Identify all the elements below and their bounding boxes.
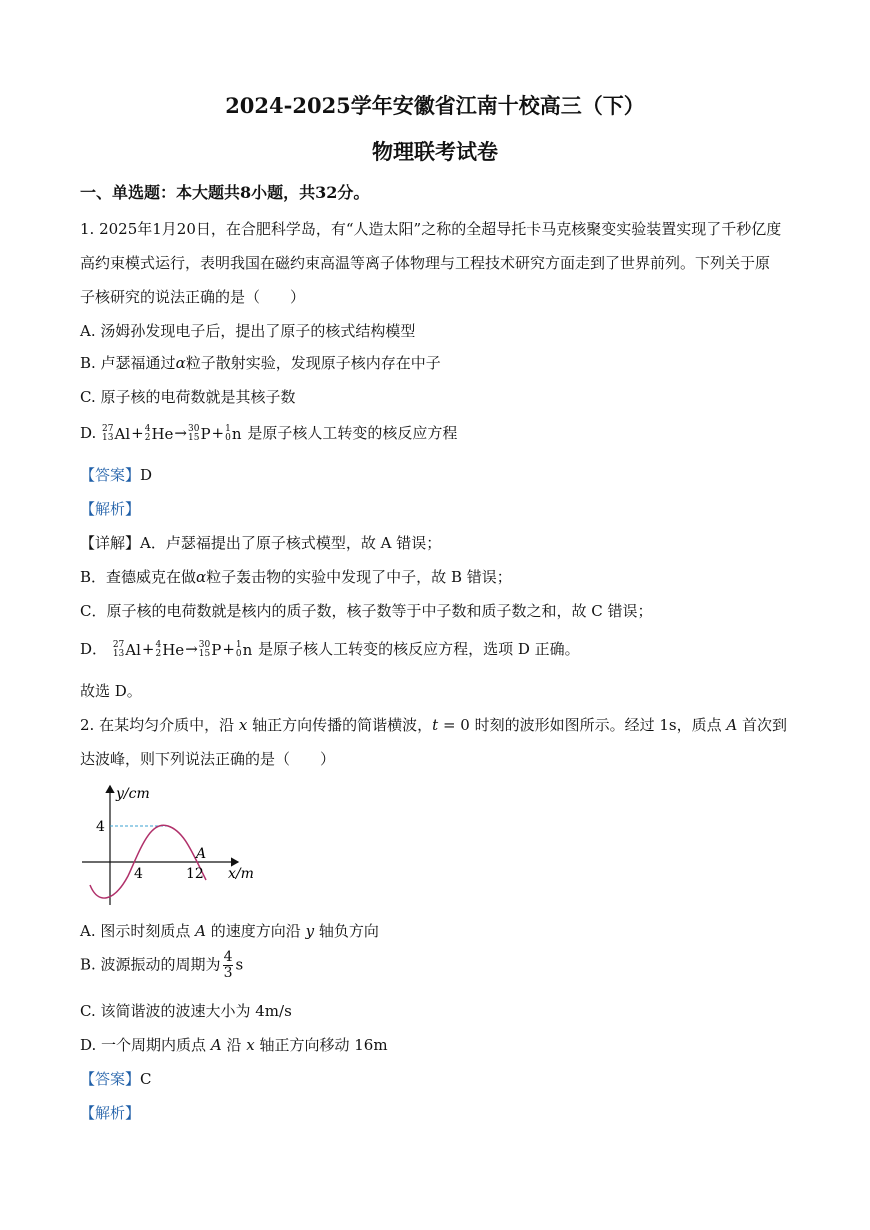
x-tick-12: 12	[186, 866, 204, 882]
nuclide-n: 1 0 n	[225, 424, 242, 443]
nuclide-al: 27 13 Al	[102, 424, 131, 443]
q1-analysis-label: 【解析】	[80, 500, 141, 518]
q2-analysis-label: 【解析】	[80, 1104, 141, 1122]
q1-option-b-pre: B. 卢瑟福通过	[80, 354, 176, 372]
q1-option-d-text: 是原子核人工转变的核反应方程	[247, 424, 458, 442]
section-heading: 一、单选题：本大题共8小题，共32分。	[80, 183, 370, 202]
q1-detail-a: 【详解】A．卢瑟福提出了原子核式模型，故 A 错误；	[80, 534, 442, 552]
wave-graph	[80, 780, 270, 910]
q1-answer	[80, 464, 152, 485]
q1-stem-line1: 1. 2025年1月20日，在合肥科学岛，有“人造太阳”之称的全超导托卡马克核聚变实验装置实现了千秒亿度	[80, 220, 782, 238]
q1-stem-line2: 高约束模式运行，表明我国在磁约束高温等离子体物理与工程技术研究方面走到了世界前列。下列关于原	[80, 254, 771, 272]
q1-detail-c: C．原子核的电荷数就是核内的质子数，核子数等于中子数和质子数之和，故 C 错误；	[80, 602, 653, 620]
q1-option-c: C. 原子核的电荷数就是其核子数	[80, 388, 296, 406]
q2-option-c: C. 该简谐波的波速大小为 4m/s	[80, 1002, 292, 1020]
reaction-arrow: →	[174, 424, 187, 442]
q1-option-a: A. 汤姆孙发现电子后，提出了原子的核式结构模型	[80, 322, 416, 340]
q1-option-d	[80, 422, 457, 443]
q1-detail-b: B．查德威克在做α粒子轰击物的实验中发现了中子，故 B 错误；	[80, 568, 512, 586]
q2-answer: 【答案】C	[80, 1070, 152, 1088]
nuclear-equation-detail: 27 13 Al + 4 2 He → 30 15 P + 1 0 n	[112, 640, 253, 659]
x-tick-4: 4	[134, 866, 143, 882]
y-tick-4: 4	[96, 819, 105, 835]
q2-stem-line1: 2. 在某均匀介质中，沿 x 轴正方向传播的简谐横波，t = 0 时刻的波形如图所示。经过 1s，质点 A 首次到	[80, 716, 788, 734]
nuclide-he: 4 2 He	[144, 424, 174, 443]
q2-option-a: A. 图示时刻质点 A 的速度方向沿 y 轴负方向	[80, 922, 379, 940]
nuclear-equation: 27 13 Al + 4 2 He → 30 15 P + 1 0 n	[102, 424, 242, 443]
q1-stem-line3: 子核研究的说法正确的是（ ）	[80, 288, 306, 306]
period-fraction: $\frac{4}{3}$	[223, 949, 233, 981]
x-axis-label: x/m	[228, 866, 254, 882]
nuclide-p: 30 15 P	[188, 424, 211, 443]
q1-option-b	[80, 352, 441, 373]
exam-title-line1: 2024-2025学年安徽省江南十校高三（下）	[225, 93, 645, 118]
q2-option-d: D. 一个周期内质点 A 沿 x 轴正方向移动 16m	[80, 1036, 388, 1054]
exam-title-line2: 物理联考试卷	[372, 139, 498, 164]
alpha-symbol: α	[175, 354, 186, 372]
q1-conclusion: 故选 D。	[80, 682, 142, 700]
answer-value: D	[140, 466, 153, 484]
y-axis-label: y/cm	[116, 786, 150, 802]
q1-option-b-post: 粒子散射实验，发现原子核内存在中子	[185, 354, 441, 372]
q1-detail-d: D． 27 13 Al + 4 2 He → 30 15 P + 1 0 n 是原子核人工转变的核反应方程，选项 D 正确。	[80, 640, 580, 659]
answer-label: 【答案】	[80, 466, 141, 484]
q2-option-b: B. 波源振动的周期为 $\frac{4}{3}$ s	[80, 949, 244, 981]
point-a-label: A	[196, 846, 207, 862]
q1-option-d-label: D.	[80, 424, 97, 442]
q2-stem-line2: 达波峰，则下列说法正确的是（ ）	[80, 750, 336, 768]
alpha-symbol: α	[196, 568, 207, 586]
